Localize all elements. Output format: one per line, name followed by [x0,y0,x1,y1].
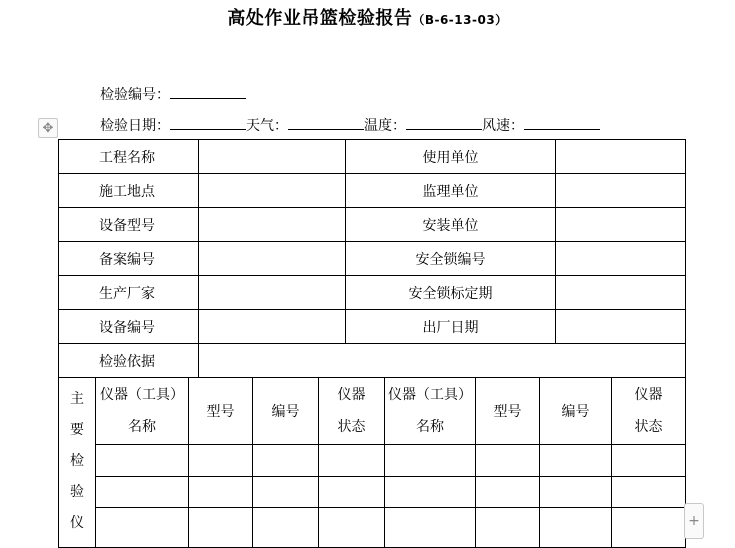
info-value-cell[interactable] [556,276,686,310]
header-status: 仪器 状态 [319,378,385,445]
cell[interactable] [319,445,385,477]
info-row [59,242,686,276]
cell[interactable] [189,508,253,548]
cell[interactable] [476,445,540,477]
info-label: 备案编号 [59,242,199,276]
inspection-date-blank[interactable] [170,115,246,130]
cell[interactable] [189,445,253,477]
inspection-date-label: 检验日期： [100,118,170,134]
cell[interactable] [96,445,189,477]
basis-value-cell[interactable] [199,344,686,378]
cell[interactable] [612,508,686,548]
temperature-label: 温度： [364,118,406,134]
instrument-header-row [59,378,686,445]
info-label: 安全锁编号 [346,242,556,276]
info-label: 设备型号 [59,208,199,242]
info-row [59,208,686,242]
info-label: 安全锁标定期 [346,276,556,310]
basis-row [59,344,686,378]
weather-blank[interactable] [288,115,364,130]
info-label: 出厂日期 [346,310,556,344]
info-row [59,310,686,344]
header-number: 编号 [540,378,612,445]
move-arrows-icon[interactable]: ✥ [38,118,58,138]
header-model: 型号 [189,378,253,445]
cell[interactable] [612,445,686,477]
document-title [0,4,735,30]
info-value-cell[interactable] [556,174,686,208]
header-model: 型号 [476,378,540,445]
info-label: 设备编号 [59,310,199,344]
temperature-blank[interactable] [406,115,482,130]
cell[interactable] [319,477,385,508]
cell[interactable] [540,445,612,477]
inspection-no-blank[interactable] [170,84,246,99]
instrument-table [58,377,686,548]
header-number: 编号 [253,378,319,445]
info-row [59,174,686,208]
date-weather-line [100,115,600,135]
info-value-cell[interactable] [199,208,346,242]
header-name: 仪器（工具） 名称 [96,378,189,445]
header-status: 仪器 状态 [612,378,686,445]
instrument-row [59,508,686,548]
info-label: 使用单位 [346,140,556,174]
info-row [59,140,686,174]
instrument-row [59,477,686,508]
inspection-no-line [100,84,246,104]
info-value-cell[interactable] [199,140,346,174]
cell[interactable] [253,445,319,477]
cell[interactable] [385,445,476,477]
cell[interactable] [253,477,319,508]
cell[interactable] [96,477,189,508]
info-value-cell[interactable] [556,310,686,344]
info-value-cell[interactable] [556,242,686,276]
info-value-cell[interactable] [556,208,686,242]
info-table [58,139,686,378]
cell[interactable] [253,508,319,548]
wind-speed-blank[interactable] [524,115,600,130]
plus-icon[interactable]: + [684,503,704,539]
info-value-cell[interactable] [199,276,346,310]
header-name: 仪器（工具） 名称 [385,378,476,445]
cell[interactable] [476,508,540,548]
cell[interactable] [189,477,253,508]
cell[interactable] [385,508,476,548]
info-row [59,276,686,310]
info-value-cell[interactable] [556,140,686,174]
cell[interactable] [540,508,612,548]
side-label: 主 要 检 验 仪 [59,378,96,548]
cell[interactable] [476,477,540,508]
info-label: 施工地点 [59,174,199,208]
cell[interactable] [319,508,385,548]
info-value-cell[interactable] [199,174,346,208]
info-label: 工程名称 [59,140,199,174]
cell[interactable] [385,477,476,508]
info-value-cell[interactable] [199,242,346,276]
cell[interactable] [612,477,686,508]
instrument-row [59,445,686,477]
title-text: 高处作业吊篮检验报告 [227,8,413,29]
weather-label: 天气： [246,118,288,134]
cell[interactable] [540,477,612,508]
cell[interactable] [96,508,189,548]
basis-label: 检验依据 [59,344,199,378]
info-label: 监理单位 [346,174,556,208]
wind-speed-label: 风速： [482,118,524,134]
info-label: 生产厂家 [59,276,199,310]
info-label: 安装单位 [346,208,556,242]
info-value-cell[interactable] [199,310,346,344]
inspection-no-label: 检验编号： [100,87,170,103]
title-code: （B-6-13-03） [412,13,508,27]
